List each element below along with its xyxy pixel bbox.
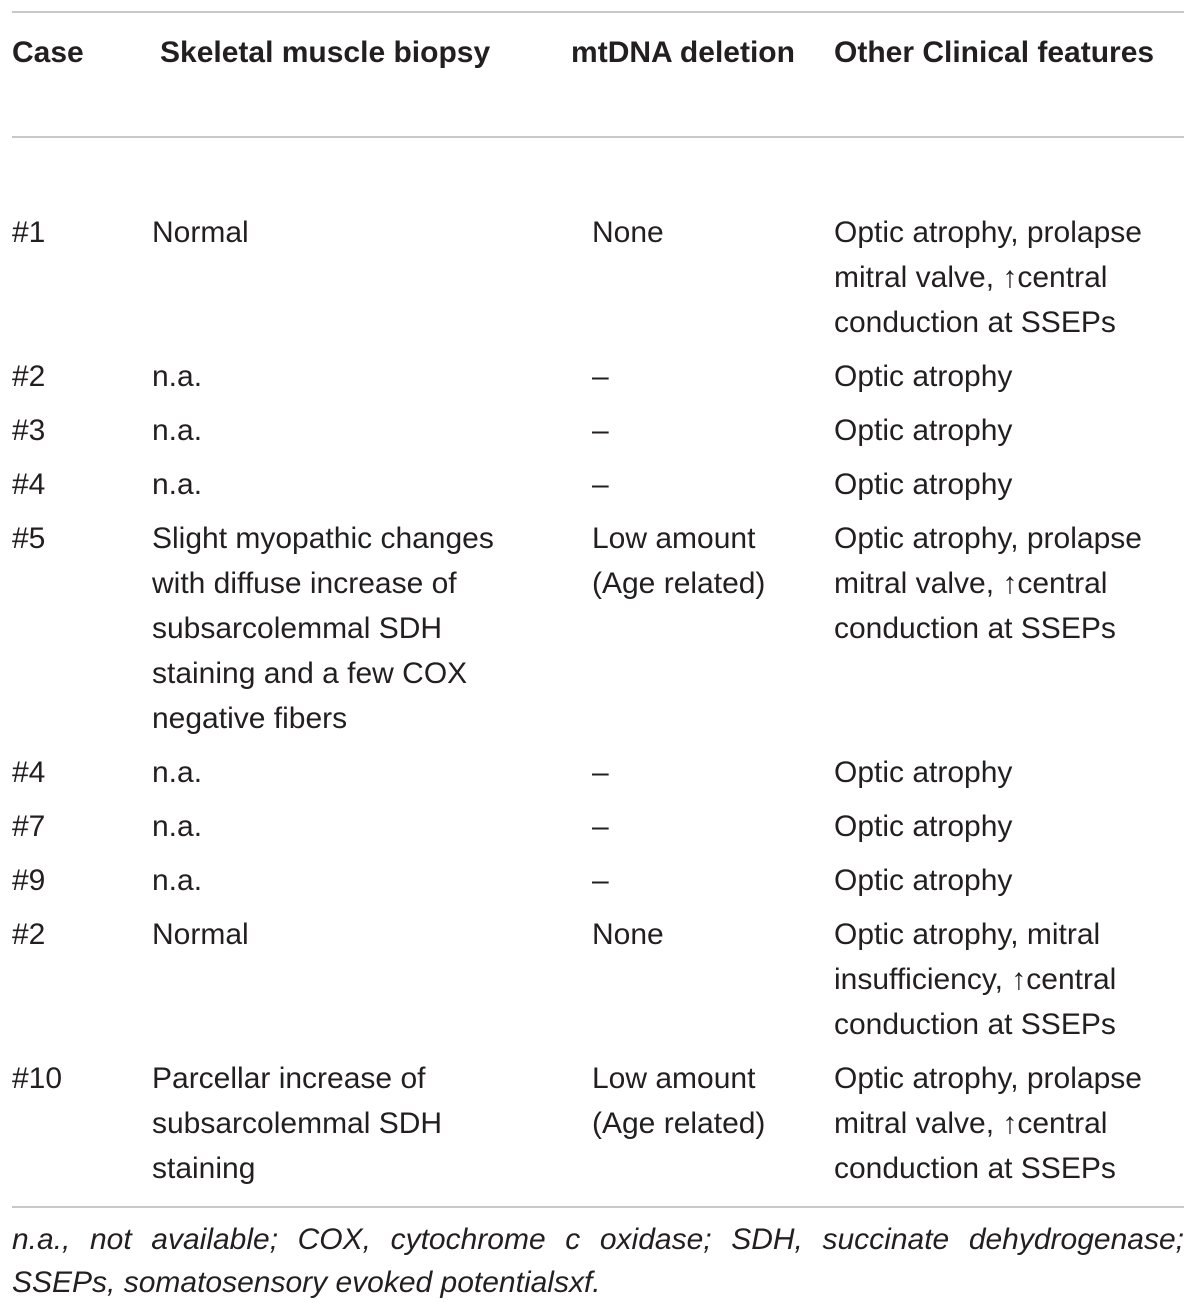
features-cell: Optic atrophy, mitral insufficiency, ↑central conduction at SSEPs <box>834 918 1117 1041</box>
biopsy-cell: n.a. <box>152 864 203 897</box>
features-cell: Optic atrophy <box>834 360 1013 393</box>
features-cell: Optic atrophy <box>834 468 1013 501</box>
features-cell: Optic atrophy <box>834 756 1013 789</box>
biopsy-cell: n.a. <box>152 468 203 501</box>
case-cell: #5 <box>12 522 46 555</box>
mtdna-cell: – <box>592 810 609 843</box>
header-mtdna: mtDNA deletion <box>571 36 795 69</box>
mtdna-cell: Low amount (Age related) <box>592 1062 766 1140</box>
case-cell: #4 <box>12 756 46 789</box>
top-rule <box>12 11 1184 13</box>
features-cell: Optic atrophy, prolapse mitral valve, ↑central conduction at SSEPs <box>834 1062 1142 1185</box>
case-cell: #1 <box>12 216 46 249</box>
mtdna-cell: – <box>592 360 609 393</box>
header-rule <box>12 136 1184 138</box>
table-footnote: n.a., not available; COX, cytochrome c oxidase; SDH, succinate dehydrogenase; SSEPs, somatosensory evoked potentialsxf. <box>12 1223 1184 1299</box>
biopsy-cell: n.a. <box>152 360 203 393</box>
biopsy-cell: Normal <box>152 918 249 951</box>
mtdna-cell: – <box>592 756 609 789</box>
mtdna-cell: Low amount (Age related) <box>592 522 766 600</box>
mtdna-cell: – <box>592 468 609 501</box>
biopsy-cell: Parcellar increase of subsarcolemmal SDH staining <box>152 1062 443 1185</box>
case-cell: #2 <box>12 918 46 951</box>
biopsy-cell: n.a. <box>152 414 203 447</box>
mtdna-cell: – <box>592 414 609 447</box>
case-cell: #10 <box>12 1062 63 1095</box>
mtdna-cell: – <box>592 864 609 897</box>
bottom-rule <box>12 1206 1184 1208</box>
mtdna-cell: None <box>592 216 664 249</box>
features-cell: Optic atrophy <box>834 414 1013 447</box>
case-cell: #4 <box>12 468 46 501</box>
features-cell: Optic atrophy <box>834 810 1013 843</box>
biopsy-cell: Slight myopathic changes with diffuse increase of subsarcolemmal SDH staining and a few COX negative fibers <box>152 522 494 735</box>
biopsy-cell: Normal <box>152 216 249 249</box>
header-case: Case <box>12 36 84 69</box>
biopsy-cell: n.a. <box>152 810 203 843</box>
case-cell: #7 <box>12 810 46 843</box>
biopsy-cell: n.a. <box>152 756 203 789</box>
features-cell: Optic atrophy <box>834 864 1013 897</box>
header-biopsy: Skeletal muscle biopsy <box>160 36 491 69</box>
features-cell: Optic atrophy, prolapse mitral valve, ↑central conduction at SSEPs <box>834 216 1142 339</box>
header-features: Other Clinical features <box>834 36 1155 69</box>
case-cell: #2 <box>12 360 46 393</box>
mtdna-cell: None <box>592 918 664 951</box>
case-cell: #9 <box>12 864 46 897</box>
features-cell: Optic atrophy, prolapse mitral valve, ↑central conduction at SSEPs <box>834 522 1142 645</box>
case-cell: #3 <box>12 414 46 447</box>
